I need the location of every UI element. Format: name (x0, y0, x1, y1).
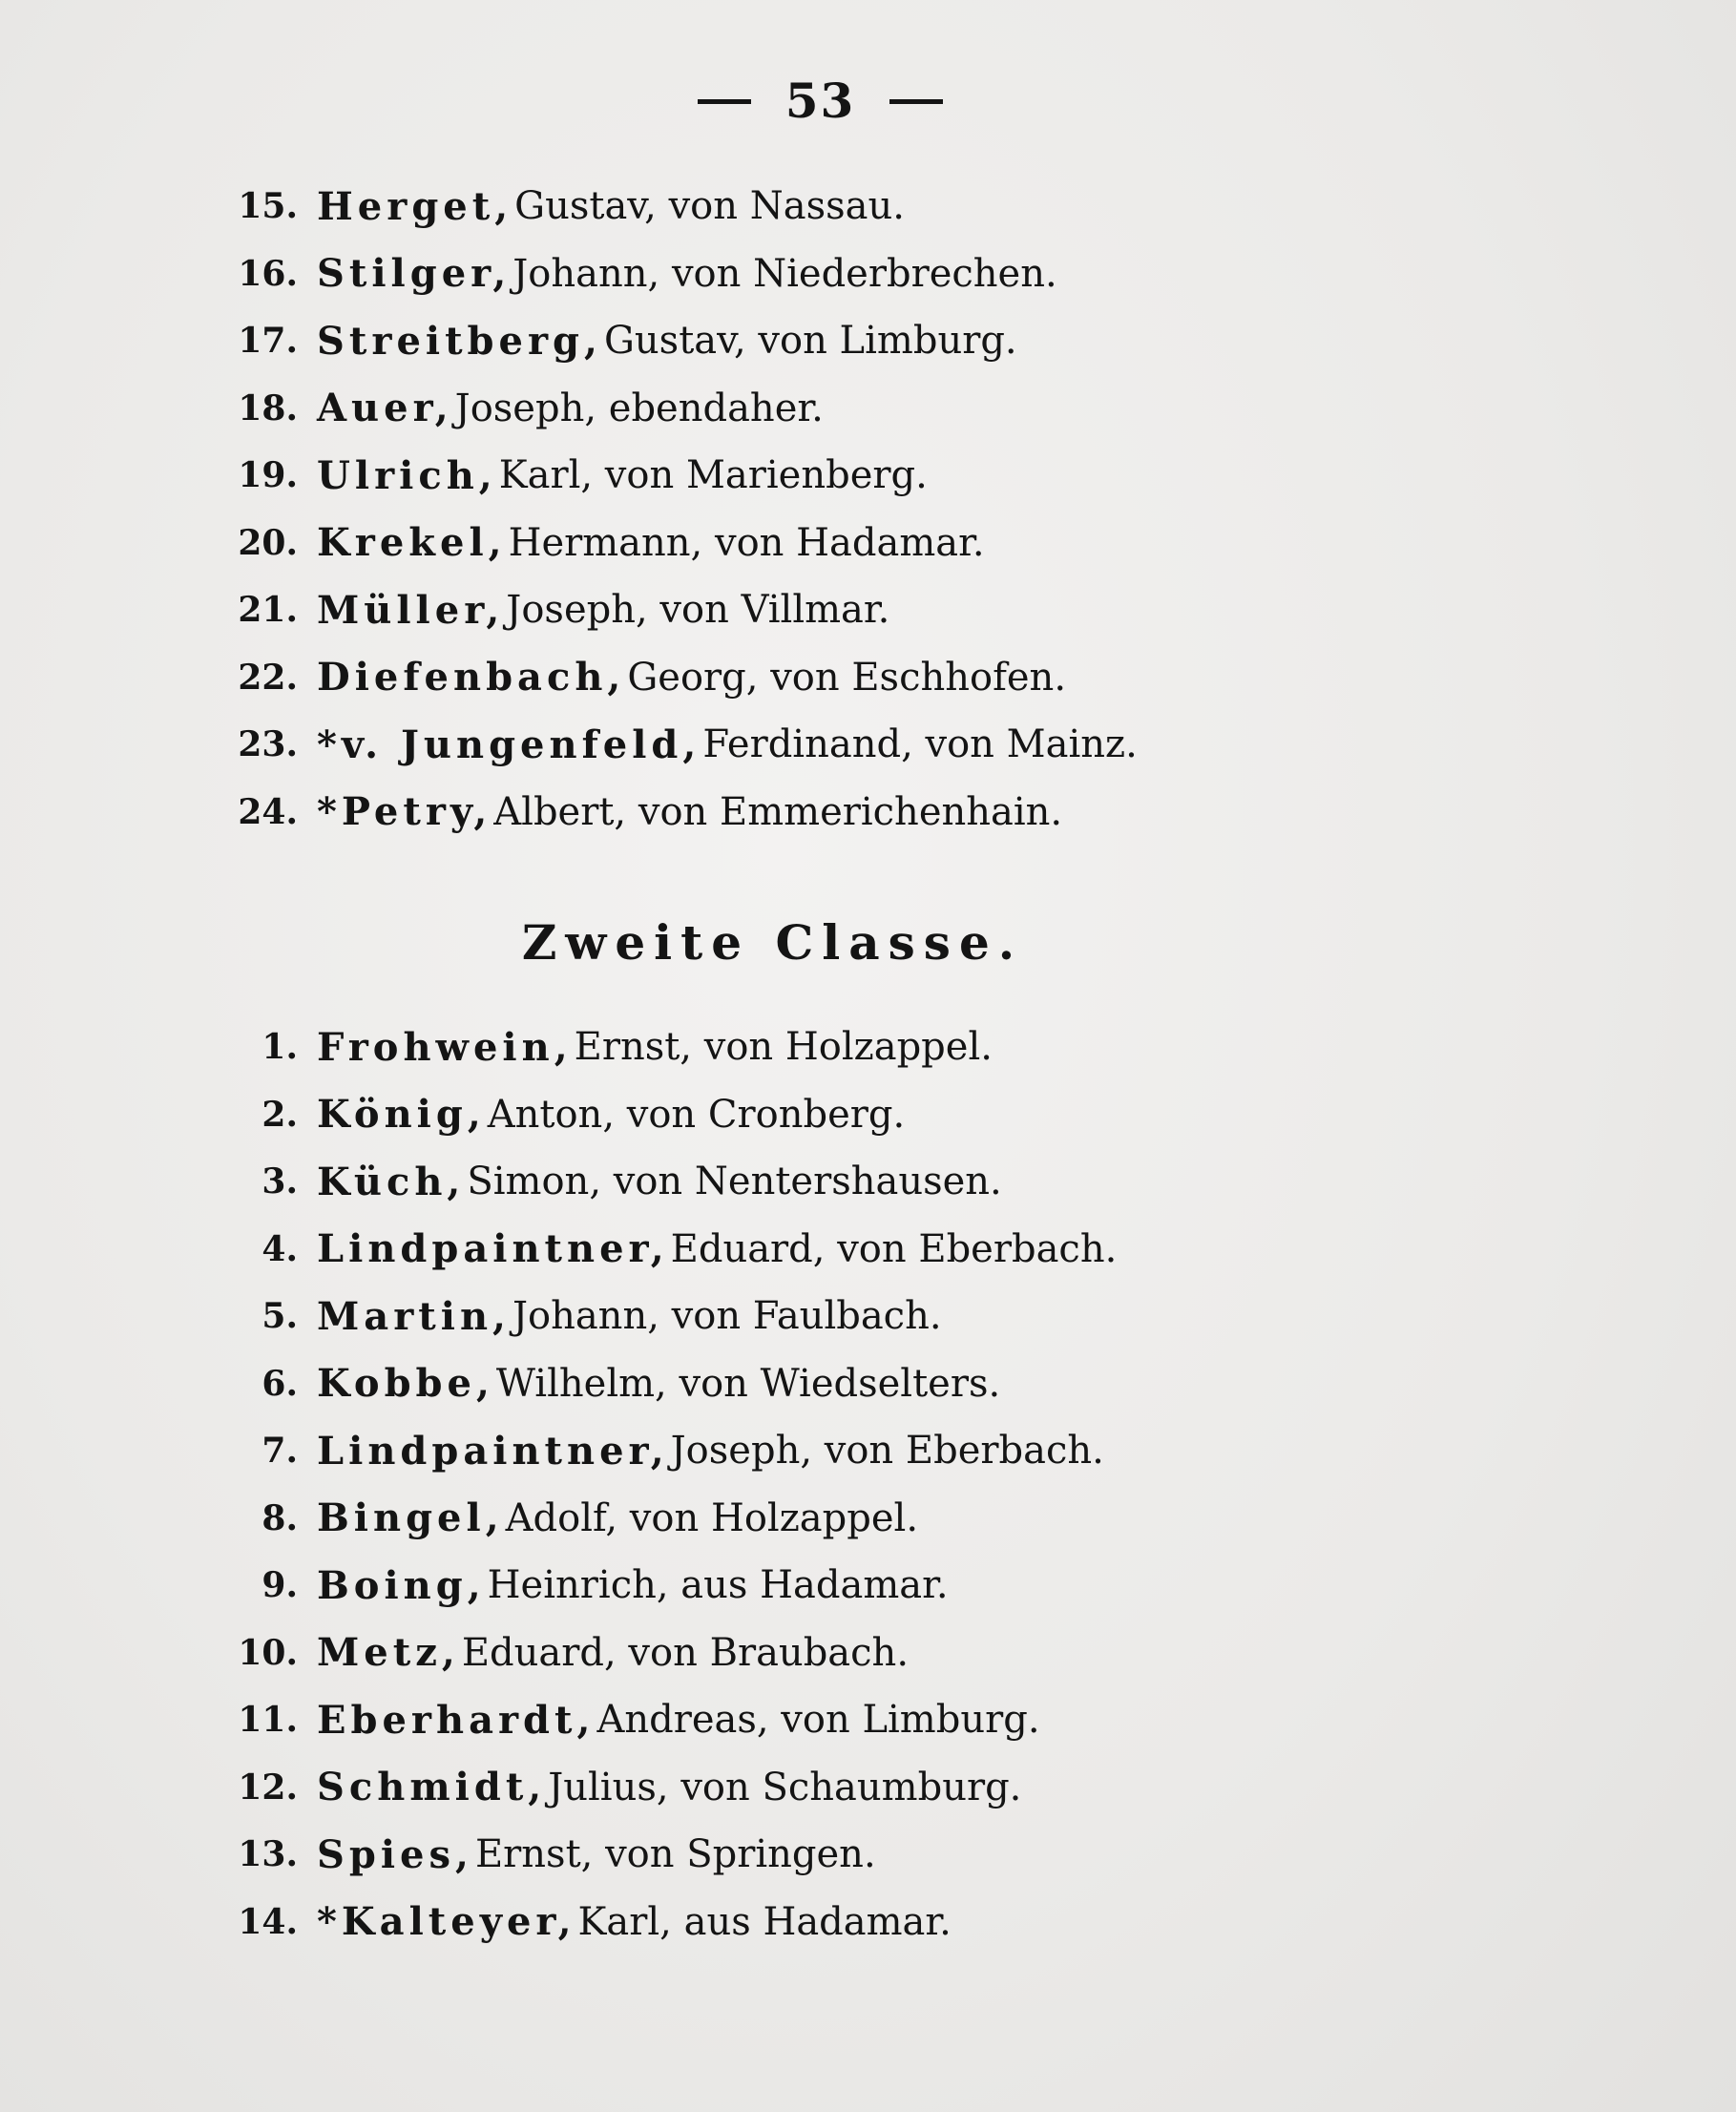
entry-number: 18. (238, 387, 298, 429)
entry-details: Joseph, von Villmar. (506, 588, 890, 633)
entry-surname: Kobbe, (317, 1361, 494, 1407)
entry-details: Albert, von Emmerichenhain. (493, 789, 1063, 834)
list-entry (0, 1821, 1117, 1889)
entry-surname: *Kalteyer, (317, 1899, 576, 1945)
entry-details: Gustav, von Limburg. (603, 319, 1017, 364)
entry-details: Simon, von Nentershausen. (467, 1160, 1002, 1204)
entry-details: Julius, von Schaumburg. (548, 1765, 1022, 1809)
entry-surname: Spies, (317, 1831, 473, 1877)
list-entry (0, 1216, 1117, 1284)
entry-number: 12. (238, 1767, 298, 1808)
list-entry (0, 1889, 1117, 1956)
entry-details: Ferdinand, von Mainz. (702, 722, 1138, 767)
entry-surname: Frohwein, (317, 1024, 573, 1070)
entry-surname: Metz, (317, 1630, 460, 1676)
list-entry (0, 1417, 1117, 1485)
list-entry (0, 1552, 1117, 1620)
entry-details: Joseph, ebendaher. (454, 386, 824, 430)
entry-surname: Krekel, (317, 520, 507, 566)
list-entry (0, 1686, 1117, 1754)
list-entry (0, 1754, 1117, 1822)
section-heading: Zweite Classe. (521, 914, 1024, 971)
entry-number: 24. (238, 791, 298, 832)
entry-number: 8. (261, 1497, 298, 1538)
list-entry (0, 1350, 1117, 1418)
entry-details: Johann, von Niederbrechen. (512, 251, 1057, 296)
list-entry (0, 644, 1138, 712)
entry-details: Gustav, von Nassau. (514, 184, 905, 229)
entry-details: Anton, von Cronberg. (487, 1092, 906, 1137)
entry-surname: Küch, (317, 1159, 466, 1204)
entry-surname: Boing, (317, 1562, 486, 1608)
entry-surname: Diefenbach, (317, 655, 626, 701)
entry-details: Ernst, von Springen. (474, 1832, 876, 1877)
entry-details: Eduard, von Eberbach. (670, 1226, 1118, 1271)
page-number-dash-right (889, 99, 943, 104)
entry-details: Georg, von Eschhofen. (627, 655, 1067, 700)
list-entry (0, 1620, 1117, 1687)
list-entry (0, 1081, 1117, 1149)
entry-surname: König, (317, 1092, 486, 1138)
entry-number: 10. (238, 1632, 298, 1673)
list-entry (0, 173, 1138, 240)
list-entry (0, 1283, 1117, 1350)
entry-surname: Ulrich, (317, 452, 497, 498)
entry-details: Eduard, von Braubach. (461, 1630, 910, 1675)
entry-details: Adolf, von Holzappel. (505, 1495, 919, 1540)
entry-number: 23. (238, 724, 298, 765)
list-entry (0, 442, 1138, 510)
entry-details: Karl, von Marienberg. (498, 453, 928, 498)
entry-surname: Lindpaintner, (317, 1226, 669, 1272)
entry-number: 20. (238, 522, 298, 563)
entry-number: 3. (261, 1161, 298, 1202)
entry-surname: Eberhardt, (317, 1697, 596, 1743)
student-list-second-class (0, 1014, 1117, 1955)
entry-surname: Bingel, (317, 1495, 504, 1541)
entry-details: Andreas, von Limburg. (596, 1698, 1040, 1743)
entry-surname: Lindpaintner, (317, 1428, 669, 1474)
entry-surname: Herget, (317, 183, 513, 229)
entry-number: 13. (238, 1834, 298, 1875)
entry-number: 6. (261, 1363, 298, 1404)
entry-number: 2. (261, 1094, 298, 1135)
entry-number: 4. (261, 1228, 298, 1269)
list-entry (0, 307, 1138, 375)
entry-surname: Martin, (317, 1293, 511, 1339)
list-entry (0, 1485, 1117, 1553)
entry-number: 16. (238, 253, 298, 294)
entry-surname: *Petry, (317, 789, 492, 835)
list-entry (0, 779, 1138, 847)
list-entry (0, 711, 1138, 779)
entry-details: Joseph, von Eberbach. (670, 1429, 1104, 1474)
entry-number: 1. (261, 1027, 298, 1068)
entry-number: 22. (238, 657, 298, 698)
entry-number: 5. (261, 1296, 298, 1337)
entry-number: 11. (238, 1700, 298, 1741)
entry-number: 17. (238, 321, 298, 362)
entry-surname: *v. Jungenfeld, (317, 721, 701, 767)
entry-surname: Müller, (317, 587, 505, 633)
entry-details: Wilhelm, von Wiedselters. (495, 1361, 1001, 1406)
entry-number: 15. (238, 186, 298, 227)
entry-surname: Schmidt, (317, 1765, 547, 1810)
entry-number: 21. (238, 590, 298, 631)
entry-number: 7. (261, 1431, 298, 1472)
list-entry (0, 240, 1138, 308)
list-entry (0, 576, 1138, 644)
entry-details: Ernst, von Holzappel. (574, 1025, 993, 1070)
entry-surname: Stilger, (317, 251, 512, 297)
entry-number: 9. (261, 1565, 298, 1606)
list-entry (0, 1014, 1117, 1081)
student-list-first-class (0, 173, 1138, 846)
list-entry (0, 375, 1138, 443)
entry-number: 19. (238, 455, 298, 496)
entry-number: 14. (238, 1901, 298, 1942)
entry-surname: Streitberg, (317, 318, 602, 364)
entry-details: Karl, aus Hadamar. (577, 1899, 952, 1944)
entry-surname: Auer, (317, 386, 453, 431)
page-number-text: 53 (784, 73, 856, 129)
list-entry (0, 510, 1138, 577)
page-number-dash-left (698, 99, 751, 104)
entry-details: Heinrich, aus Hadamar. (487, 1563, 949, 1608)
entry-details: Hermann, von Hadamar. (508, 520, 985, 565)
page-number (0, 73, 1688, 129)
entry-details: Johann, von Faulbach. (512, 1294, 942, 1339)
list-entry (0, 1148, 1117, 1216)
